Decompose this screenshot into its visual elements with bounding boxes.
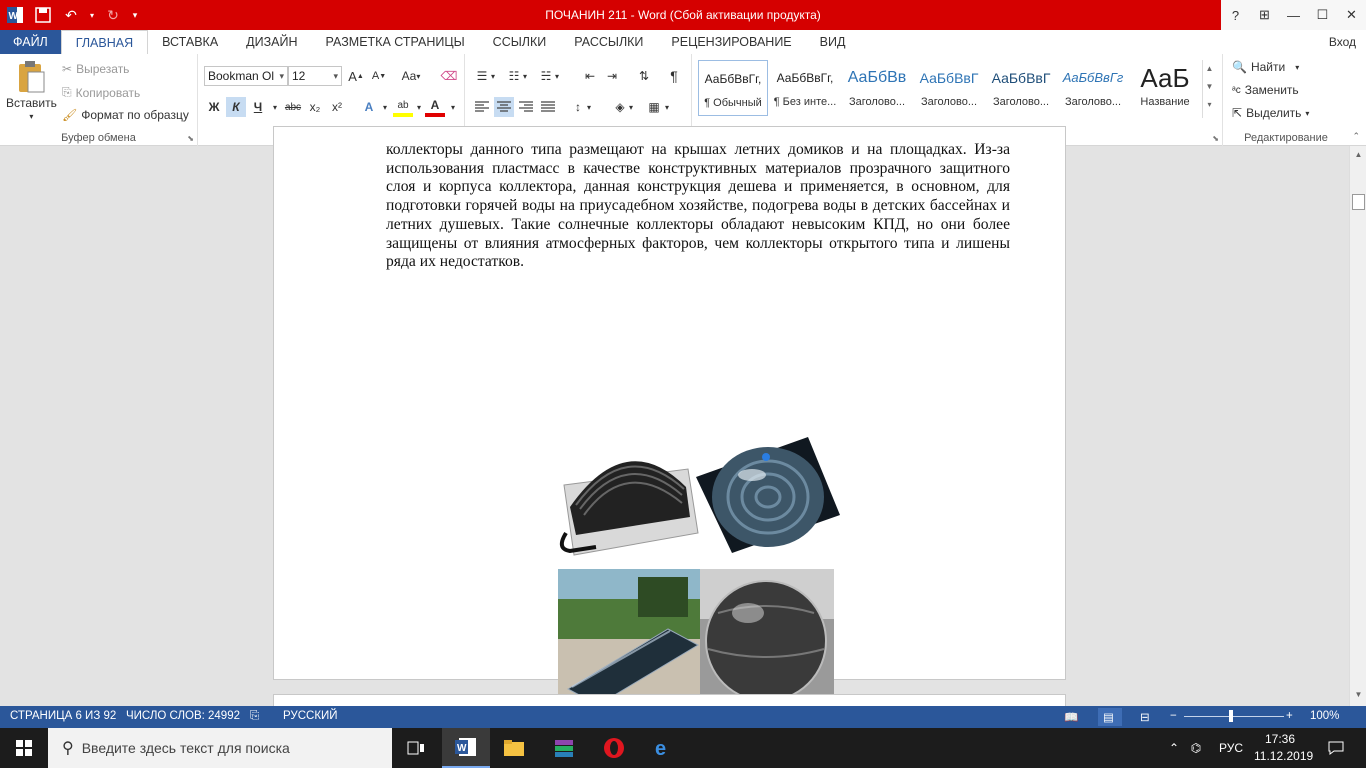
redo-icon[interactable]: ↻ (107, 6, 119, 23)
scissors-icon: ✂ (62, 62, 73, 76)
replace-button[interactable] (1232, 83, 1299, 97)
multilevel-list-icon[interactable]: ☵ (540, 69, 552, 83)
maximize-button[interactable]: ☐ (1316, 7, 1329, 22)
style-preview: АаБбВвГг, (704, 72, 762, 86)
text-effects-dropdown-icon[interactable]: ▾ (382, 102, 387, 112)
window-controls (1221, 0, 1366, 30)
find-label: Найти (1250, 60, 1286, 74)
style-name: Заголово... (1064, 96, 1122, 108)
brush-icon: 🖌 (62, 108, 78, 122)
borders-icon[interactable]: ▦ (648, 100, 660, 114)
style-no-spacing[interactable] (770, 60, 840, 116)
input-language-indicator[interactable]: РУС (1218, 741, 1244, 755)
opera-icon[interactable] (590, 728, 638, 768)
italic-button[interactable]: К (226, 97, 246, 117)
style-heading-1[interactable] (842, 60, 912, 116)
tab-design[interactable]: ДИЗАЙН (246, 35, 298, 49)
window-title: ПОЧАНИН 211 - Word (Сбой активации продукта) (545, 8, 821, 22)
web-layout-icon[interactable]: ⊟ (1140, 712, 1150, 724)
copy-icon: ⎘ (62, 85, 72, 99)
search-icon: ⚲ (62, 740, 74, 757)
paste-button[interactable] (6, 60, 57, 121)
tube-collector-outdoor-photo (558, 569, 700, 713)
sign-in-link[interactable]: Вход (1328, 35, 1356, 49)
style-preview: АаБбВвГ (991, 70, 1051, 86)
paste-dropdown-icon: ▾ (29, 112, 34, 121)
sphere-collector-photo (700, 569, 834, 713)
style-preview: АаБбВвГг (1062, 70, 1124, 85)
tab-file[interactable]: ФАЙЛ (0, 30, 61, 54)
help-button[interactable]: ? (1231, 7, 1240, 23)
clipboard-launcher-icon[interactable]: ⬊ (187, 134, 194, 143)
page-count[interactable]: СТРАНИЦА 6 ИЗ 92 (10, 710, 117, 722)
language-indicator[interactable]: РУССКИЙ (283, 710, 338, 722)
zoom-slider-track[interactable] (1184, 716, 1284, 717)
style-name: Заголово... (920, 96, 978, 108)
tab-page-layout[interactable]: РАЗМЕТКА СТРАНИЦЫ (325, 35, 465, 49)
show-marks-icon[interactable]: ¶ (670, 68, 678, 84)
zoom-in-button[interactable]: + (1286, 710, 1293, 722)
shrink-font-button[interactable]: A ▼ (371, 70, 387, 82)
paste-label: Вставить (6, 96, 57, 110)
word-icon (455, 737, 477, 757)
clock-time: 17:36 (1264, 732, 1296, 746)
text-effects-button[interactable]: A (364, 100, 374, 114)
style-preview: АаБбВв (847, 69, 907, 86)
underline-button[interactable]: Ч (253, 100, 263, 114)
multilevel-dropdown-icon[interactable]: ▾ (554, 71, 559, 81)
line-spacing-dropdown-icon[interactable]: ▾ (586, 102, 591, 112)
change-case-icon: Aa (401, 69, 417, 83)
select-label: Выделить (1246, 106, 1302, 120)
font-color-dropdown-icon[interactable]: ▾ (450, 102, 455, 112)
scroll-up-icon[interactable]: ▲ (1354, 150, 1363, 159)
ribbon-tabs (0, 30, 1366, 54)
bullets-dropdown-icon[interactable]: ▾ (490, 71, 495, 81)
align-left-icon[interactable] (472, 97, 492, 117)
winrar-icon[interactable] (540, 728, 588, 768)
paste-icon (16, 60, 46, 94)
taskbar-word-app[interactable] (442, 728, 490, 768)
svg-text:e: e (655, 738, 667, 760)
bold-button[interactable]: Ж (208, 100, 220, 114)
style-preview: АаБбВвГг, (776, 71, 834, 85)
styles-launcher-icon[interactable]: ⬊ (1212, 134, 1219, 143)
close-button[interactable]: ✕ (1346, 7, 1357, 22)
svg-text:W: W (457, 743, 467, 754)
taskbar-clock[interactable] (1254, 731, 1314, 765)
zoom-out-button[interactable]: − (1170, 710, 1177, 722)
print-layout-icon: ▤ (1103, 712, 1114, 724)
style-normal[interactable] (698, 60, 768, 116)
highlight-dropdown-icon[interactable]: ▾ (416, 102, 421, 112)
search-placeholder: Введите здесь текст для поиска (81, 740, 290, 756)
notifications-icon[interactable] (1318, 728, 1354, 768)
shrink-font-icon: A (371, 70, 380, 82)
word-count[interactable]: ЧИСЛО СЛОВ: 24992 (126, 710, 240, 722)
copy-button[interactable] (62, 85, 140, 100)
clipboard-group-label: Буфер обмена (61, 132, 136, 144)
style-name: Заголово... (848, 96, 906, 108)
figure-bottom-row[interactable] (558, 569, 834, 713)
replace-icon: ᵃc (1232, 84, 1241, 96)
align-center-icon[interactable] (494, 97, 514, 117)
justify-icon[interactable] (538, 97, 558, 117)
quick-access-toolbar (4, 3, 140, 27)
line-spacing-icon[interactable]: ↕ (575, 100, 581, 114)
numbering-icon[interactable]: ☷ (508, 69, 520, 83)
minimize-button[interactable]: — (1287, 7, 1300, 23)
tab-references[interactable]: ССЫЛКИ (492, 35, 547, 49)
grow-font-button[interactable]: A ▲ (348, 68, 364, 84)
customize-qat-icon[interactable]: ▾ (132, 9, 138, 20)
ribbon-display-options-button[interactable]: ⊞ (1259, 7, 1270, 22)
undo-dropdown-icon[interactable]: ▾ (89, 10, 94, 20)
superscript-button[interactable]: x² (332, 100, 342, 114)
tab-review[interactable]: РЕЦЕНЗИРОВАНИЕ (671, 35, 792, 49)
format-painter-label: Формат по образцу (81, 108, 189, 122)
title-bar (0, 0, 1366, 30)
zoom-level[interactable]: 100% (1310, 710, 1340, 722)
font-family-combo[interactable]: Bookman Ol ▾ (204, 66, 288, 86)
subscript-button[interactable]: x₂ (309, 100, 321, 114)
taskbar-search-box[interactable] (48, 728, 392, 768)
editing-group-label: Редактирование (1244, 132, 1328, 144)
style-name: ¶ Обычный (704, 97, 762, 109)
scroll-down-icon[interactable]: ▼ (1354, 690, 1363, 699)
replace-label: Заменить (1244, 83, 1299, 97)
clear-formatting-icon[interactable]: ⌫ (440, 69, 458, 83)
editing-group (1224, 54, 1348, 146)
numbering-dropdown-icon[interactable]: ▾ (522, 71, 527, 81)
vertical-scrollbar[interactable] (1349, 146, 1366, 706)
style-name: Заголово... (992, 96, 1050, 108)
decrease-indent-icon[interactable]: ⇤ (584, 69, 596, 83)
file-explorer-icon[interactable] (490, 728, 538, 768)
zoom-slider-thumb[interactable] (1229, 710, 1233, 722)
clipboard-group (0, 54, 198, 146)
find-button[interactable] (1232, 60, 1299, 74)
cut-label: Вырезать (76, 62, 130, 76)
tab-home[interactable]: ГЛАВНАЯ (61, 30, 148, 54)
select-dropdown-icon: ▾ (1305, 108, 1310, 118)
read-mode-icon[interactable]: 📖 (1064, 712, 1079, 724)
tab-view[interactable]: ВИД (819, 35, 846, 49)
styles-gallery (696, 60, 1216, 122)
style-name: Название (1140, 96, 1190, 108)
align-right-icon[interactable] (516, 97, 536, 117)
undo-icon[interactable]: ↶ (65, 6, 77, 23)
style-name: ¶ Без инте... (773, 96, 837, 108)
styles-scroll-buttons[interactable]: ▲ ▼ ▾ (1202, 60, 1216, 118)
windows-taskbar (0, 728, 1366, 768)
shading-icon[interactable]: ◈ (615, 100, 625, 114)
start-button[interactable] (0, 728, 48, 768)
style-title[interactable] (1130, 60, 1200, 116)
clock-date: 11.12.2019 (1254, 749, 1314, 763)
tab-insert[interactable]: ВСТАВКА (162, 35, 219, 49)
format-painter-button[interactable] (62, 108, 189, 122)
font-color-button[interactable]: A (425, 97, 445, 117)
find-dropdown-icon: ▾ (1295, 62, 1300, 72)
shading-dropdown-icon[interactable]: ▾ (628, 102, 633, 112)
cut-button[interactable] (62, 62, 129, 76)
tray-overflow-icon[interactable]: ⌃ (1168, 741, 1180, 755)
windows-logo-icon (16, 740, 32, 756)
underline-dropdown-icon[interactable]: ▾ (272, 102, 277, 112)
style-heading-4[interactable] (1058, 60, 1128, 116)
change-case-button[interactable]: Aa ▾ (401, 69, 421, 83)
font-size-combo[interactable]: 12 ▾ (288, 66, 342, 86)
strikethrough-button[interactable]: abc (284, 101, 302, 113)
borders-dropdown-icon[interactable]: ▾ (664, 102, 669, 112)
style-heading-2[interactable] (914, 60, 984, 116)
collapse-ribbon-icon[interactable]: ⌃ (1352, 131, 1360, 141)
style-preview: АаБбВвГ (919, 70, 979, 86)
bullets-icon[interactable]: ☰ (476, 69, 488, 83)
document-area (0, 141, 1366, 706)
increase-indent-icon[interactable]: ⇥ (606, 69, 618, 83)
edge-icon[interactable] (640, 728, 688, 768)
copy-label: Копировать (75, 85, 141, 100)
scroll-thumb[interactable] (1352, 194, 1365, 210)
proofing-icon[interactable]: ⎘ (250, 710, 260, 722)
task-view-icon[interactable] (392, 728, 440, 768)
document-page[interactable] (273, 126, 1066, 680)
select-button[interactable] (1232, 106, 1309, 120)
save-icon[interactable] (32, 4, 54, 26)
network-icon[interactable]: ⌬ (1190, 741, 1202, 755)
style-preview: АаБ (1140, 63, 1190, 93)
body-paragraph[interactable]: коллекторы данного типа размещают на крышах летних домиков и на площадках. Из-за использования пластмасс в качестве конструктивных материалов прозрачного защитного слоя и корпуса коллектора, данная конструкция дешева и применяется, в основном, для подготовки горячей воды на приусадебном хозяйстве, подогрева воды в детских бассейнах и летних душевых. Такие солнечные коллекторы обладают невысоким КПД, но они более защищены от влияния атмосферных факторов, чем коллекторы открытого типа и лишены ряда их недостатков. (386, 141, 1010, 271)
svg-text:W: W (8, 11, 18, 22)
figure-top-row[interactable] (556, 437, 842, 563)
word-app-icon[interactable] (4, 4, 26, 26)
style-heading-3[interactable] (986, 60, 1056, 116)
highlight-button[interactable]: ab (393, 97, 413, 117)
grow-font-icon: A (348, 68, 357, 84)
find-icon: 🔍 (1232, 60, 1247, 74)
status-bar (0, 706, 1366, 728)
sort-icon[interactable]: ⇅ (638, 69, 650, 83)
tab-mailings[interactable]: РАССЫЛКИ (574, 35, 644, 49)
select-cursor-icon: ⇱ (1232, 106, 1243, 120)
